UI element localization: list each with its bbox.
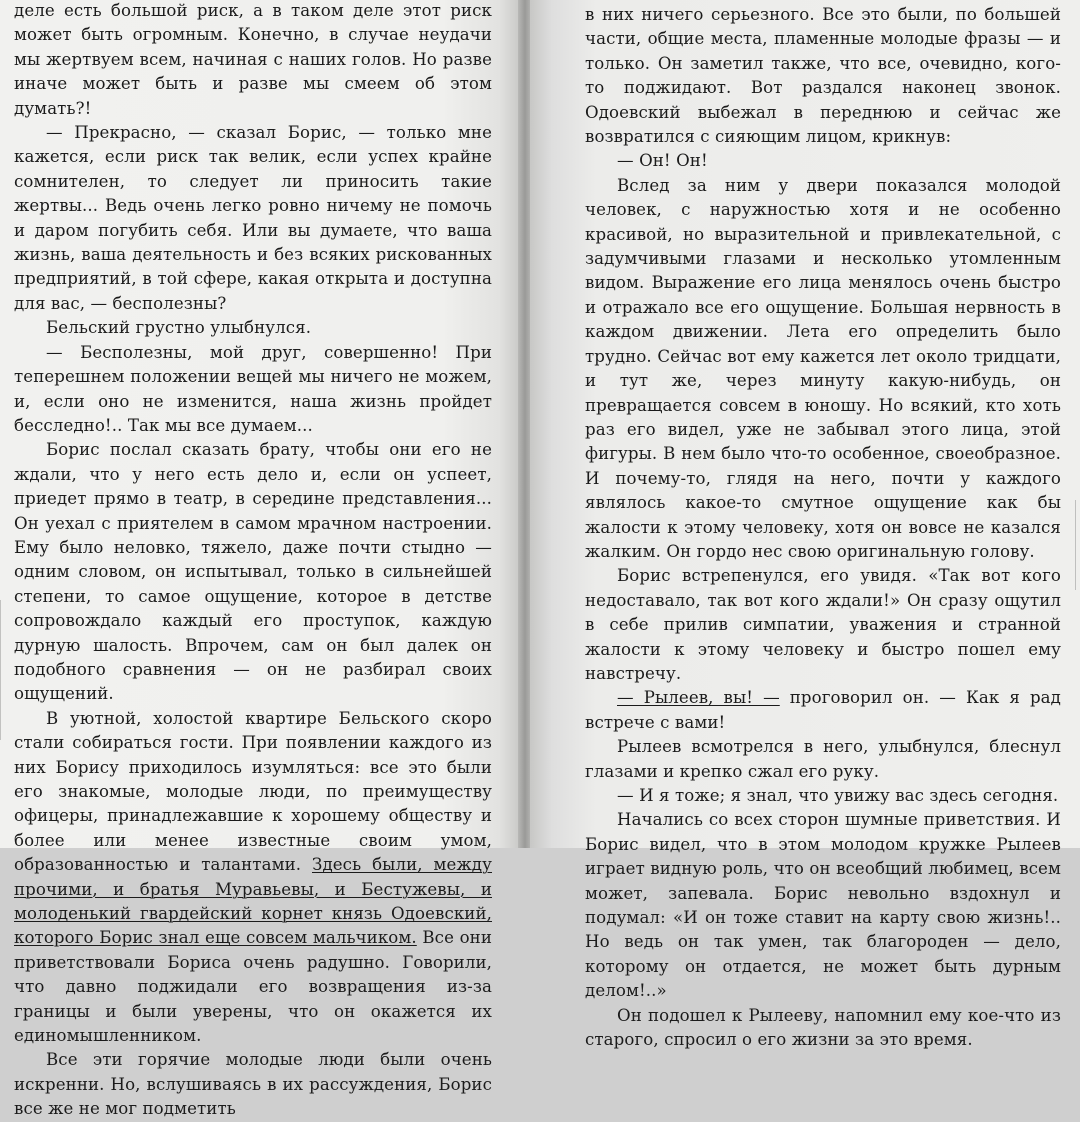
- paragraph: в них ничего серьезного. Все это были, по большей части, общие места, пламенные молодые фразы — и только. Он заметил также, что все, очевидно, кого-то поджидают. Вот раздался наконец звонок. Одоевский выбежал в переднюю и сейчас же возвратился с сияющим лицом, крикнув:: [585, 5, 1061, 147]
- paragraph: — И я тоже; я знал, что увижу вас здесь сегодня.: [617, 786, 1059, 805]
- left-page-text: [14, 0, 492, 1122]
- left-page: [0, 0, 520, 1119]
- paragraph-guests: [14, 707, 492, 1049]
- paragraph: — Прекрасно, — сказал Борис, — только мне кажется, если риск так велик, если успех крайне сомнителен, то следует ли приносить такие жертвы... Ведь очень легко ровно ничему не помочь и даром погубить себя. Или вы думаете, что ваша жизнь, ваша деятельность и без всяких рискованных предприятий, в той сфере, какая открыта и доступна для вас, — бесполезны?: [14, 123, 492, 313]
- pencil-margin-mark: [0, 600, 15, 740]
- underlined-passage: Здесь были, между прочими, и братья Муравьевы, и Бестужевы, и молоденький гвардейский корнет князь Одоевский, которого Борис знал еще совсем мальчиком.: [14, 855, 492, 948]
- underlined-passage: — Рылеев, вы! —: [617, 688, 780, 708]
- paragraph: деле есть большой риск, а в таком деле этот риск может быть огромным. Конечно, в случае неудачи мы жертвуем всем, начиная с наших голов. Но разве иначе может быть и разве мы смеем об этом думать?!: [14, 1, 492, 118]
- paragraph: Все эти горячие молодые люди были очень искренни. Но, вслушиваясь в их рассуждения, Борис все же не мог подметить: [14, 1050, 492, 1119]
- paragraph: Борис послал сказать брату, чтобы они его не ждали, что у него есть дело и, если он успеет, приедет прямо в театр, в середине представления... Он уехал с приятелем в самом мрачном настроении. Ему было неловко, тяжело, даже почти стыдно — одним словом, он испытывал, только в сильнейшей степени, то самое ощущение, которое в детстве сопровождало каждый его проступок, каждую дурную шалость. Впрочем, сам он был далек он подобного сравнения — он не разбирал своих ощущений.: [14, 440, 492, 704]
- paragraph-text: Все они приветствовали Бориса очень радушно. Говорили, что давно поджидали его возвращения из-за границы и были уверены, что он окажется их единомышленником.: [14, 928, 493, 1046]
- paragraph: Начались со всех сторон шумные приветствия. И Борис видел, что в этом молодом кружке Рылеев играет видную роль, что он всеобщий любимец, всем может, запевала. Борис невольно вздохнул и подумал: «И он тоже ставит на карту свою жизнь!.. Но ведь он так умен, так благороден — дело, которому он отдается, не может быть дурным делом!..»: [585, 810, 1061, 1001]
- paragraph-text: В уютной, холостой квартире Бельского скоро стали собираться гости. При появлении каждого из них Борису приходилось изумляться: все это были его знакомые, молодые люди, по преимуществу офицеры, принадлежавшие к хорошему обществу и более или менее известные своим умом, образованностью и талантами.: [14, 708, 492, 875]
- paragraph-text: проговорил он. — Как я рад встрече с вами!: [585, 688, 1061, 732]
- right-page-text: [585, 3, 1061, 1052]
- paragraph: — Бесполезны, мой друг, совершенно! При теперешнем положении вещей мы ничего не можем, и, если оно не изменится, наша жизнь пройдет бесследно!.. Так мы все думаем...: [14, 342, 492, 435]
- paragraph: Он подошел к Рылееву, напомнил ему кое-что из старого, спросил о его жизни за это время.: [585, 1005, 1061, 1050]
- pencil-margin-mark: [1067, 500, 1076, 590]
- paragraph: Вслед за ним у двери показался молодой человек, с наружностью хотя и не особенно красивой, но выразительной и привлекательной, с задумчивыми глазами и несколько утомленным видом. Выражение его лица менялось очень быстро и отражало все его ощущение. Большая нервность в каждом движении. Лета его определить было трудно. Сейчас вот ему кажется лет около тридцати, и тут же, через минуту какую-нибудь, он превращается совсем в юношу. Но всякий, кто хоть раз его видел, уже не забывал этого лица, этой фигуры. В нем было что-то особенное, своеобразное. И почему-то, глядя на него, почти у каждого являлось какое-то смутное ощущение как бы жалости к этому человеку, хотя он вовсе не казался жалким. Он гордо нес свою оригинальную голову.: [585, 175, 1061, 561]
- paragraph: — Он! Он!: [617, 151, 708, 171]
- paragraph-ryleev: [585, 686, 1061, 735]
- paragraph: Рылеев всмотрелся в него, улыбнулся, блеснул глазами и крепко сжал его руку.: [585, 737, 1061, 781]
- right-page: [530, 0, 1080, 1050]
- paragraph: Борис встрепенулся, его увидя. «Так вот кого недоставало, так вот кого ждали!» Он сразу ощутил в себе прилив симпатии, уважения и странной жалости к этому человеку и быстро пошел ему навстречу.: [585, 566, 1061, 683]
- paragraph: Бельский грустно улыбнулся.: [46, 318, 312, 338]
